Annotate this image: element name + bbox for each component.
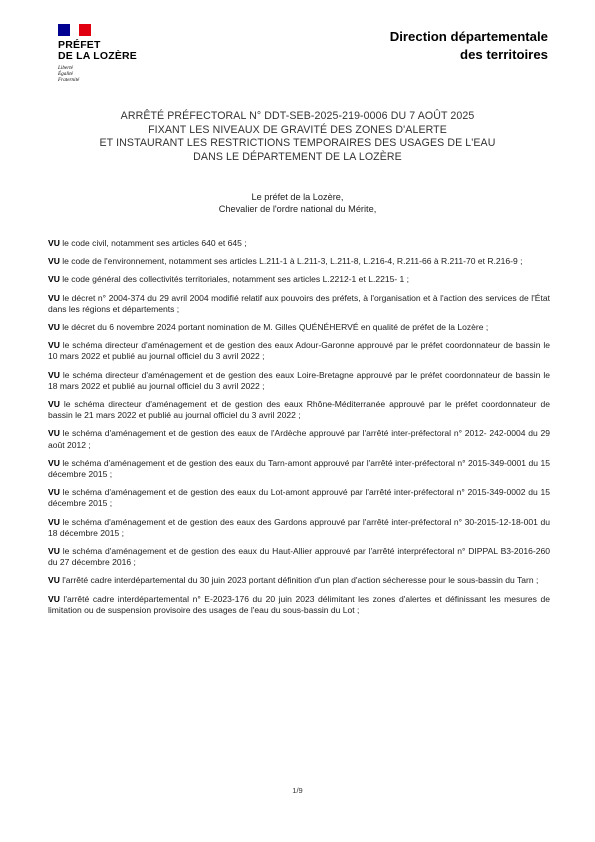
- legal-basis-text: le code général des collectivités territoriales, notamment ses articles L.2212-1 et L.2215- 1 ;: [59, 274, 410, 285]
- vu-keyword: VU: [48, 575, 60, 586]
- flag-white-stripe: [70, 24, 79, 36]
- legal-basis-item: [48, 399, 550, 421]
- prefect-intro-line-2: Chevalier de l'ordre national du Mérite,: [218, 204, 377, 215]
- vu-keyword: VU: [48, 256, 60, 267]
- legal-basis-text: le schéma d'aménagement et de gestion des eaux du Haut-Allier approuvé par l'arrêté interpréfectoral n° DIPPAL B3-2016-260 du 27 décembre 2016 ;: [48, 546, 550, 568]
- prefecture-name: [58, 40, 168, 62]
- legal-basis-text: le schéma directeur d'aménagement et de gestion des eaux Adour-Garonne approuvé par le préfet coordonnateur de bassin le 10 mars 2022 et publié au journal officiel du 3 avril 2022 ;: [48, 340, 550, 362]
- flag-blue-stripe: [58, 24, 70, 36]
- legal-basis-item: [48, 322, 550, 333]
- legal-basis-text: le schéma d'aménagement et de gestion des eaux de l'Ardèche approuvé par l'arrêté inter-préfectoral n° 2012- 242-0004 du 29 août 2012 ;: [48, 428, 550, 450]
- legal-basis-item: [48, 594, 550, 616]
- issuing-direction: [390, 28, 548, 64]
- legal-basis-item: [48, 517, 550, 539]
- legal-basis-text: le schéma d'aménagement et de gestion des eaux du Lot-amont approuvé par l'arrêté inter-préfectoral n° 2015-349-0002 du 15 décembre 2015 ;: [48, 487, 550, 509]
- legal-basis-list: [48, 238, 550, 623]
- decree-title-line-1: ARRÊTÉ PRÉFECTORAL N° DDT-SEB-2025-219-0006 DU 7 AOÛT 2025: [120, 110, 475, 122]
- prefecture-logo: [58, 24, 168, 83]
- vu-keyword: VU: [48, 593, 60, 604]
- vu-keyword: VU: [48, 516, 60, 527]
- vu-keyword: VU: [48, 369, 60, 380]
- direction-line-1: Direction départementale: [389, 29, 548, 44]
- vu-keyword: VU: [48, 292, 60, 303]
- legal-basis-text: le code de l'environnement, notamment ses articles L.211-1 à L.211-3, L.211-8, L.216-4, R.211-66 à R.211-70 et R.216-9 ;: [59, 256, 523, 267]
- legal-basis-text: le décret du 6 novembre 2024 portant nomination de M. Gilles QUÉNÉHERVÉ en qualité de préfet de la Lozère ;: [59, 322, 489, 333]
- legal-basis-text: l'arrêté cadre interdépartemental n° E-2023-176 du 20 juin 2023 délimitant les zones d'alertes et définissant les mesures de limitation ou de suspension provisoire des usages de l'eau du sous-bassin du Lot ;: [48, 593, 550, 615]
- legal-basis-item: [48, 340, 550, 362]
- vu-keyword: VU: [48, 322, 60, 333]
- motto-fraternite: Fraternité: [58, 77, 80, 83]
- flag-red-stripe: [79, 24, 91, 36]
- legal-basis-text: le schéma d'aménagement et de gestion des eaux du Tarn-amont approuvé par l'arrêté inter-préfectoral n° 2015-349-0001 du 15 décembre 2015 ;: [48, 457, 550, 480]
- legal-basis-item: [48, 256, 550, 267]
- legal-basis-item: [48, 428, 550, 450]
- legal-basis-item: [48, 370, 550, 392]
- legal-basis-text: le schéma directeur d'aménagement et de gestion des eaux Rhône-Méditerranée approuvé par le préfet coordonnateur de bassin le 21 mars 2022 et publié au journal officiel du 3 avril 2022 ;: [48, 399, 550, 421]
- vu-keyword: VU: [48, 340, 60, 351]
- prefect-intro: [60, 191, 535, 216]
- vu-keyword: VU: [48, 546, 60, 557]
- vu-keyword: VU: [48, 238, 60, 248]
- legal-basis-text: le schéma directeur d'aménagement et de gestion des eaux Loire-Bretagne approuvé par le préfet coordonnateur de bassin le 18 mars 2022 et publié au journal officiel du 3 avril 2022 ;: [48, 369, 550, 391]
- legal-basis-text: le code civil, notamment ses articles 640 et 645 ;: [59, 238, 247, 248]
- legal-basis-item: [48, 293, 550, 315]
- decree-title-line-4: DANS LE DÉPARTEMENT DE LA LOZÈRE: [193, 150, 402, 163]
- prefecture-name-line-2: DE LA LOZÈRE: [58, 50, 138, 62]
- decree-title-line-3: ET INSTAURANT LES RESTRICTIONS TEMPORAIRES DES USAGES DE L'EAU: [99, 137, 496, 149]
- page-number: 1/9: [292, 786, 303, 795]
- legal-basis-item: [48, 458, 550, 480]
- marianne-flag-icon: [58, 24, 91, 36]
- legal-basis-text: le schéma d'aménagement et de gestion des eaux des Gardons approuvé par l'arrêté inter-préfectoral n° 30-2015-12-18-001 du 18 décembre 2015 ;: [48, 516, 550, 538]
- legal-basis-item: [48, 274, 550, 285]
- republic-motto: [58, 65, 168, 83]
- prefect-intro-line-1: Le préfet de la Lozère,: [251, 192, 344, 202]
- decree-title-line-2: FIXANT LES NIVEAUX DE GRAVITÉ DES ZONES D'ALERTE: [148, 123, 447, 136]
- legal-basis-item: [48, 238, 550, 249]
- vu-keyword: VU: [48, 487, 60, 498]
- vu-keyword: VU: [48, 428, 60, 439]
- vu-keyword: VU: [48, 399, 60, 410]
- legal-basis-item: [48, 487, 550, 509]
- legal-basis-text: le décret n° 2004-374 du 29 avril 2004 modifié relatif aux pouvoirs des préfets, à l'organisation et à l'action des services de l'État dans les régions et départements ;: [48, 292, 550, 314]
- direction-line-2: des territoires: [460, 47, 548, 62]
- legal-basis-text: l'arrêté cadre interdépartemental du 30 juin 2023 portant définition d'un plan d'action sécheresse pour le sous-bassin du Tarn ;: [59, 575, 539, 586]
- vu-keyword: VU: [48, 457, 60, 468]
- legal-basis-item: [48, 575, 550, 586]
- vu-keyword: VU: [48, 274, 60, 285]
- motto-egalite: Égalité: [58, 71, 73, 77]
- decree-title: [60, 110, 535, 164]
- prefecture-name-line-1: PRÉFET: [58, 39, 101, 51]
- motto-liberte: Liberté: [58, 65, 73, 71]
- legal-basis-item: [48, 546, 550, 568]
